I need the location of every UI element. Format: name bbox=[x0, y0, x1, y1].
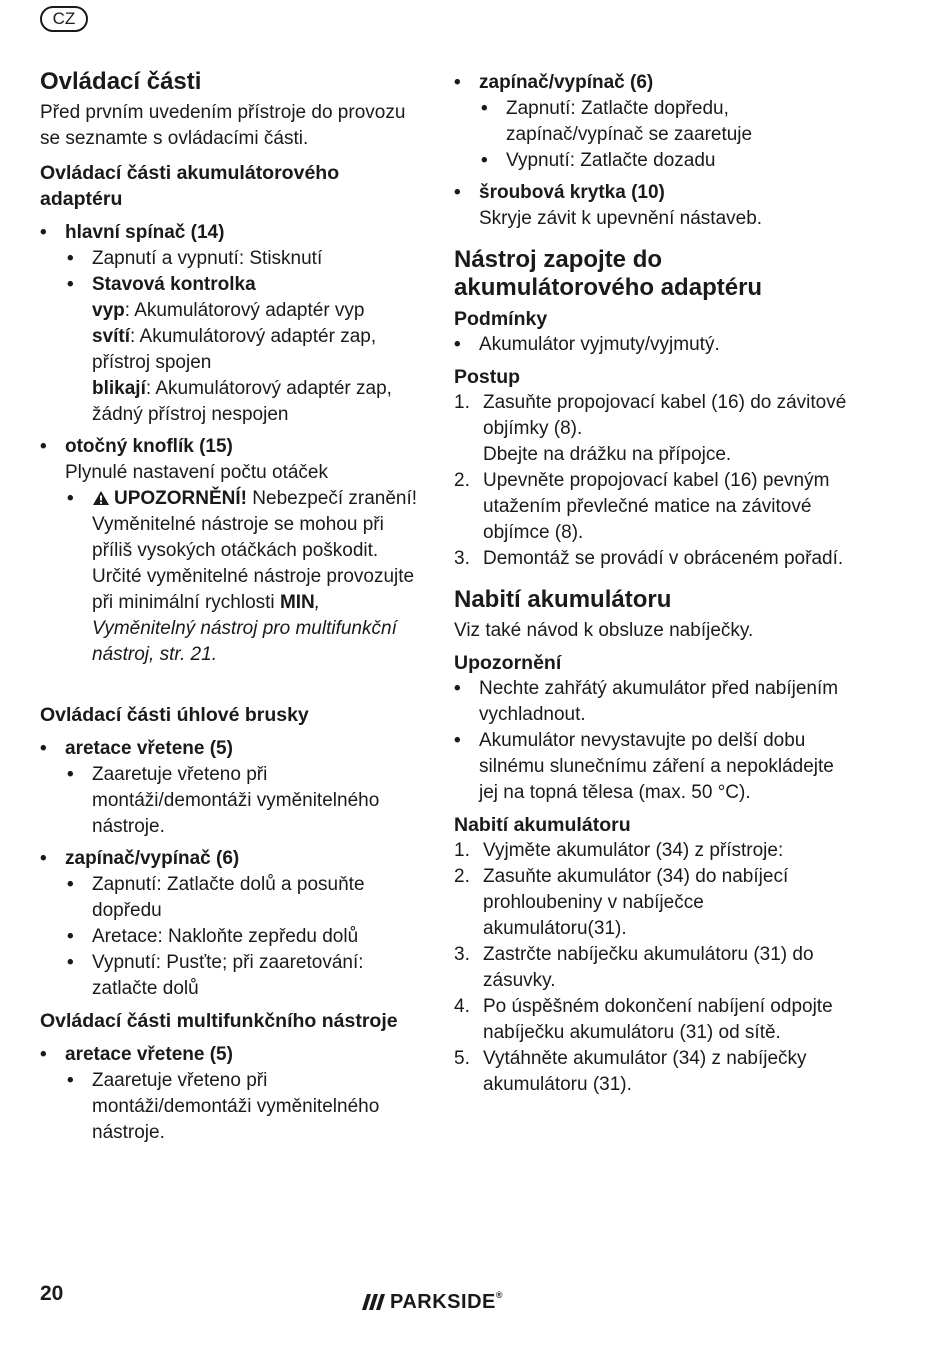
list-item: 4. Po úspěšném dokončení nabíjení odpojte nabíječku akumulátoru (31) od sítě. bbox=[454, 996, 833, 1043]
list-item: 2. Zasuňte akumulátor (34) do nabíjecí prohloubeniny v nabíječce akumulátoru(31). bbox=[454, 866, 789, 939]
right-column bbox=[454, 70, 849, 1098]
list-item: • Zaaretuje vřeteno při montáži/demontáži vyměnitelného nástroje. bbox=[67, 1070, 380, 1143]
cap-description: Skryje závit k upevnění nástaveb. bbox=[479, 208, 763, 229]
list-item: • aretace vřetene (5) bbox=[40, 1044, 233, 1065]
list-item: 3. Zastrčte nabíječku akumulátoru (31) do zásuvky. bbox=[454, 944, 814, 991]
list-item: 1. Vyjměte akumulátor (34) z přístroje: bbox=[454, 840, 784, 861]
conditions-heading: Podmínky bbox=[454, 308, 548, 330]
list-item: • aretace vřetene (5) bbox=[40, 738, 233, 759]
list-item: • Vypnutí: Pusťte; při zaaretování: zatlačte dolů bbox=[67, 952, 364, 999]
left-column bbox=[40, 68, 425, 1146]
status-vyp: vyp: Akumulátorový adaptér vyp bbox=[92, 300, 365, 321]
list-item: • Zaaretuje vřeteno při montáži/demontáži vyměnitelného nástroje. bbox=[67, 764, 380, 837]
warning-note: • UPOZORNĚNÍ! Nebezpečí zranění! Vyměnitelné nástroje se mohou při příliš vysokých otáčkách poškodit. Určité vyměnitelné nástroje provozujte při minimální rychlosti MIN, Vyměnitelný nástroj pro multifunkční nástroj, str. 21. bbox=[67, 488, 418, 665]
list-item: • Aretace: Nakloňte zepředu dolů bbox=[67, 926, 359, 947]
charge-procedure-heading: Nabití akumulátoru bbox=[454, 814, 631, 836]
list-item: • otočný knoflík (15) bbox=[40, 436, 233, 457]
list-item: • Zapnutí a vypnutí: Stisknutí bbox=[67, 248, 323, 269]
section-title-controls: Ovládací části bbox=[40, 68, 202, 95]
list-item: • zapínač/vypínač (6) bbox=[40, 848, 240, 869]
brand-logo: PARKSIDE® bbox=[362, 1290, 503, 1314]
list-item: • Akumulátor nevystavujte po delší dobu silnému slunečnímu záření a nepokládejte jej na topná tělesa (max. 50 °C). bbox=[454, 730, 834, 803]
list-item: • zapínač/vypínač (6) bbox=[454, 72, 654, 93]
language-badge: CZ bbox=[40, 6, 88, 32]
grinder-heading: Ovládací části úhlové brusky bbox=[40, 704, 309, 726]
multi-heading: Ovládací části multifunkčního nástroje bbox=[40, 1010, 398, 1032]
intro-text: Před prvním uvedením přístroje do provozu se seznamte s ovládacími části. bbox=[40, 102, 406, 149]
warning-icon bbox=[92, 490, 110, 506]
list-item: 3. Demontáž se provádí v obráceném pořadí. bbox=[454, 548, 844, 569]
list-item: • Akumulátor vyjmuty/vyjmutý. bbox=[454, 334, 720, 355]
list-item: • Zapnutí: Zatlačte dolů a posuňte dopředu bbox=[67, 874, 365, 921]
list-item: • Stavová kontrolka bbox=[67, 274, 256, 295]
status-blikaji: blikají: Akumulátorový adaptér zap, žádný přístroj nespojen bbox=[92, 378, 392, 425]
procedure-heading: Postup bbox=[454, 366, 521, 388]
list-item: 5. Vytáhněte akumulátor (34) z nabíječky akumulátoru (31). bbox=[454, 1048, 807, 1095]
section-title-charge: Nabití akumulátoru bbox=[454, 586, 672, 613]
step-note: Dbejte na drážku na přípojce. bbox=[483, 444, 732, 465]
list-item: 2. Upevněte propojovací kabel (16) pevným utažením převlečné matice na závitové objímce (8). bbox=[454, 470, 830, 543]
list-item: • šroubová krytka (10) bbox=[454, 182, 665, 203]
page-number: 20 bbox=[40, 1282, 64, 1305]
section-title-connect: Nástroj zapojte do akumulátorového adaptéru bbox=[454, 246, 763, 301]
logo-stripes-icon bbox=[362, 1294, 386, 1310]
list-item: • Nechte zahřátý akumulátor před nabíjením vychladnout. bbox=[454, 678, 839, 725]
status-sviti: svítí: Akumulátorový adaptér zap, přístroj spojen bbox=[92, 326, 377, 373]
list-item: • hlavní spínač (14) bbox=[40, 222, 225, 243]
list-item: 1. Zasuňte propojovací kabel (16) do závitové objímky (8). bbox=[454, 392, 847, 439]
adapter-heading: Ovládací části akumulátorového adaptéru bbox=[40, 162, 340, 210]
list-item: • Zapnutí: Zatlačte dopředu, zapínač/vypínač se zaaretuje bbox=[481, 98, 753, 145]
notes-heading: Upozornění bbox=[454, 652, 562, 674]
list-item: • Vypnutí: Zatlačte dozadu bbox=[481, 150, 716, 171]
knob-description: Plynulé nastavení počtu otáček bbox=[65, 462, 329, 483]
charge-intro: Viz také návod k obsluze nabíječky. bbox=[454, 620, 754, 641]
